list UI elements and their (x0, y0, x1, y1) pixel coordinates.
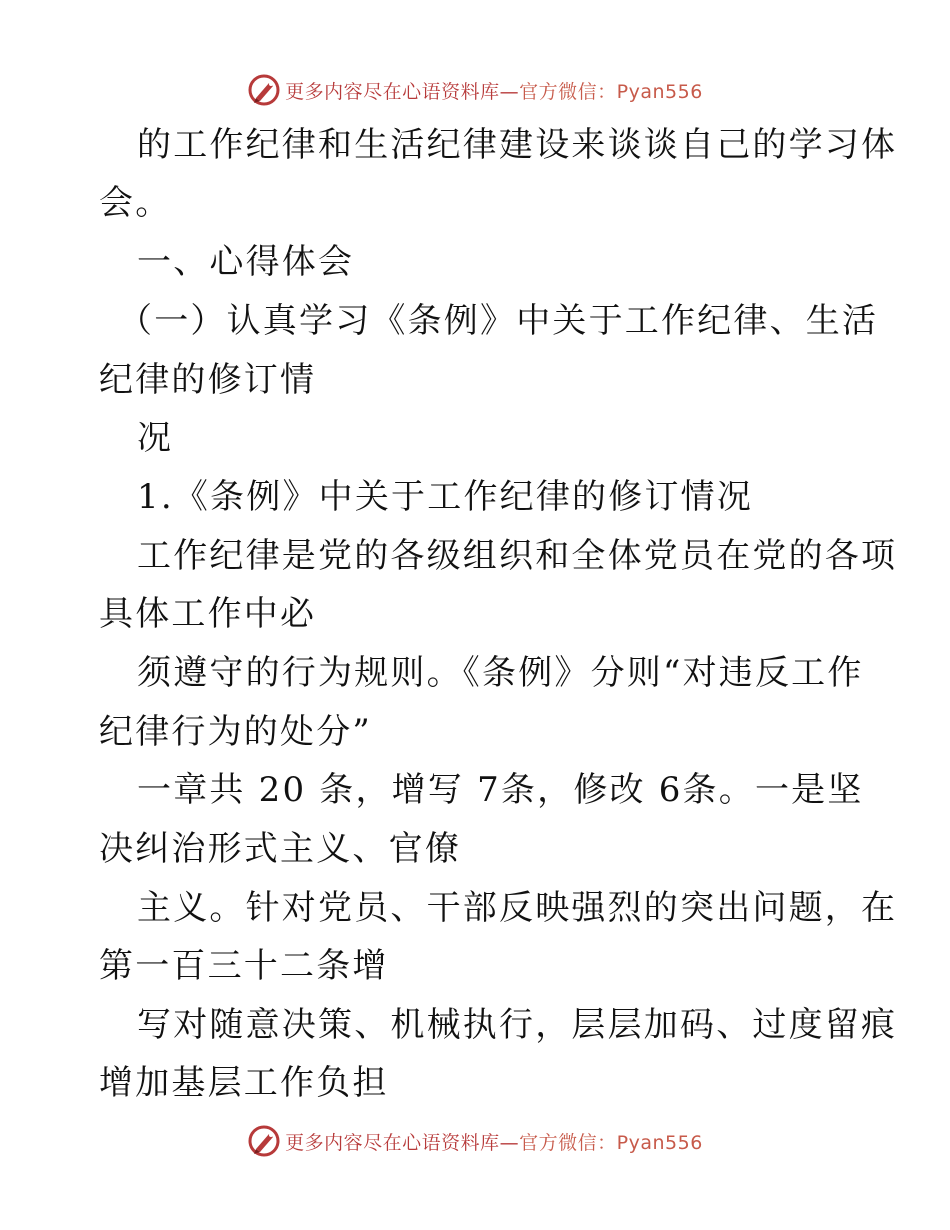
subsection-heading-cont: 纪律的修订情 (99, 360, 317, 400)
watermark-main: 更多内容尽在心语资料库 (285, 80, 500, 103)
paragraph-line: 的工作纪律和生活纪律建设来谈谈自己的学习体 (137, 125, 898, 165)
paragraph-line: 决纠治形式主义、官僚 (99, 829, 461, 869)
pen-logo-icon (247, 73, 281, 107)
subsection-heading-cont: 况 (137, 418, 174, 458)
paragraph-line: 须遵守的行为规则。《条例》分则“对违反工作 (137, 653, 864, 693)
paragraph-line: 写对随意决策、机械执行，层层加码、过度留痕 (137, 1005, 898, 1045)
item-heading: 1.《条例》中关于工作纪律的修订情况 (137, 477, 754, 517)
paragraph-line: 主义。针对党员、干部反映强烈的突出问题，在 (137, 888, 898, 928)
header-watermark (0, 70, 950, 110)
paragraph-line: 一章共 20 条，增写 7条，修改 6条。一是坚 (137, 770, 864, 810)
subsection-heading: （一）认真学习《条例》中关于工作纪律、生活 (118, 301, 879, 341)
footer-watermark (0, 1121, 950, 1161)
watermark-text (285, 1128, 703, 1155)
watermark-main: 更多内容尽在心语资料库 (285, 1131, 500, 1154)
paragraph-line: 纪律行为的处分” (99, 712, 372, 752)
paragraph-line: 第一百三十二条增 (99, 946, 389, 986)
paragraph-line: 增加基层工作负担 (99, 1063, 389, 1103)
watermark-text (285, 77, 703, 104)
watermark-dash: — (499, 80, 520, 103)
section-heading: 一、心得体会 (137, 242, 355, 282)
paragraph-line: 会。 (99, 183, 172, 223)
pen-logo-icon (247, 1124, 281, 1158)
watermark-contact: 官方微信：Pyan556 (519, 80, 703, 103)
paragraph-line: 工作纪律是党的各级组织和全体党员在党的各项 (137, 536, 898, 576)
watermark-contact: 官方微信：Pyan556 (519, 1131, 703, 1154)
paragraph-line: 具体工作中必 (99, 594, 317, 634)
watermark-dash: — (499, 1131, 520, 1154)
